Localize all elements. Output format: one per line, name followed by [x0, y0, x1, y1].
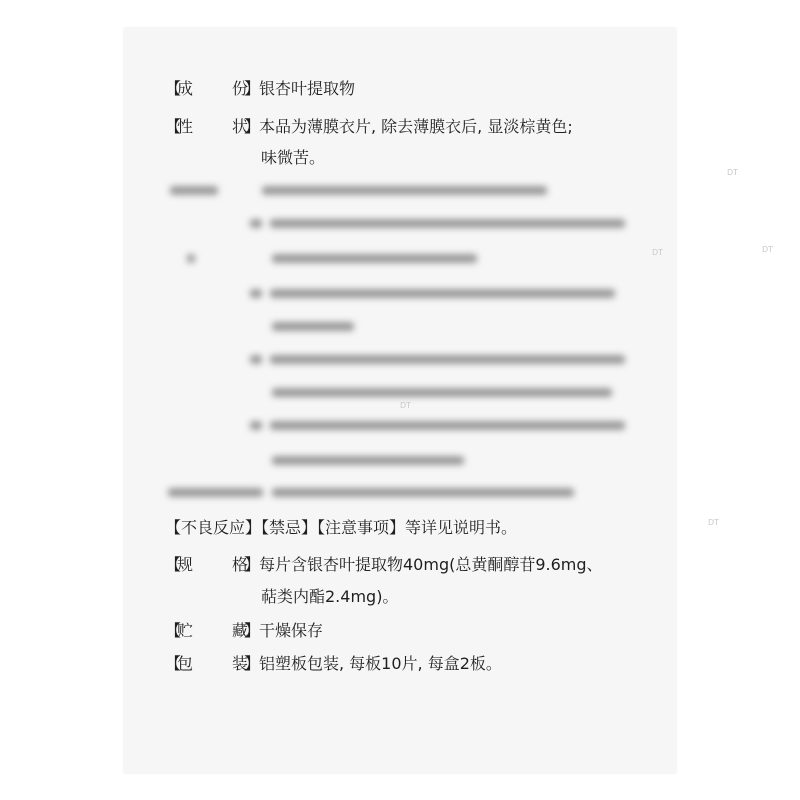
- specification-label: 【 规 格 】: [165, 555, 261, 574]
- notes-row: [165, 518, 517, 538]
- specification-value-cont: 萜类内酯2.4mg)。: [261, 587, 399, 606]
- packaging-label: 【 包 装 】: [165, 654, 261, 673]
- adverse-reactions-label: 【不良反应】: [165, 518, 262, 537]
- storage-row: [165, 621, 323, 641]
- storage-label: 【 贮 藏 】: [165, 621, 261, 640]
- appearance-label: 【 性 状 】: [165, 117, 261, 136]
- watermark: DT: [708, 518, 720, 527]
- packaging-row: [165, 654, 502, 674]
- specification-row: [165, 555, 603, 575]
- contraindications-label: 【禁忌】: [261, 518, 318, 537]
- precautions-label: 【注意事项】: [317, 518, 406, 537]
- watermark: DT: [727, 168, 739, 177]
- storage-value: 干燥保存: [259, 621, 324, 640]
- notes-value: 等详见说明书。: [405, 518, 518, 537]
- watermark: DT: [652, 248, 664, 257]
- packaging-value: 铝塑板包装, 每板10片, 每盒2板。: [259, 654, 502, 673]
- ingredients-value: 银杏叶提取物: [259, 79, 356, 98]
- specification-value: 每片含银杏叶提取物40mg(总黄酮醇苷9.6mg、: [259, 555, 603, 574]
- appearance-value-cont: 味微苦。: [261, 148, 326, 167]
- watermark: DT: [762, 245, 774, 254]
- watermark: DT: [400, 401, 412, 410]
- ingredients-label: 【 成 份 】: [165, 79, 261, 98]
- appearance-value: 本品为薄膜衣片, 除去薄膜衣后, 显淡棕黄色;: [259, 117, 573, 136]
